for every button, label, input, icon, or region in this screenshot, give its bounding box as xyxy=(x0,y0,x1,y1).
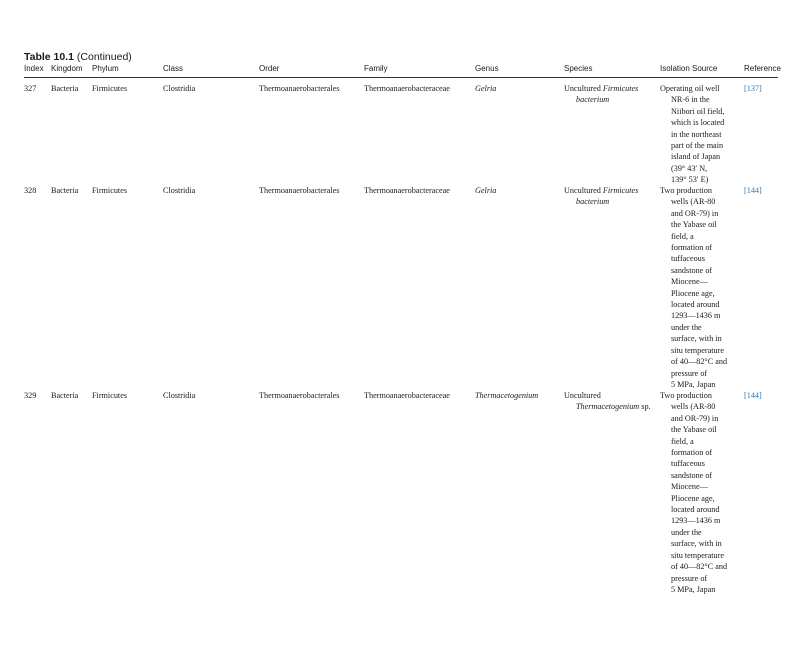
source-line: situ temperature xyxy=(671,550,724,560)
source-line: surface, with in xyxy=(671,334,722,344)
source-line: and OR-79) in xyxy=(671,413,719,423)
cell-class: Clostridia xyxy=(163,391,196,400)
cell-phylum: Firmicutes xyxy=(92,391,128,400)
cell-phylum: Firmicutes xyxy=(92,84,128,93)
source-line: sandstone of xyxy=(671,470,713,480)
cell-isolation-source xyxy=(660,185,746,390)
source-line: part of the main xyxy=(671,141,724,151)
cell-species xyxy=(564,390,651,413)
source-line: and OR-79) in xyxy=(671,208,719,218)
header-class: Class xyxy=(163,64,184,73)
reference-link[interactable]: [137] xyxy=(744,84,762,93)
header-rule xyxy=(24,77,778,78)
source-line: sandstone of xyxy=(671,265,713,275)
source-line: under the xyxy=(671,527,702,537)
source-line: 1293—1436 m xyxy=(671,516,721,526)
cell-phylum: Firmicutes xyxy=(92,186,128,195)
source-line: located around xyxy=(671,505,720,515)
header-reference: Reference xyxy=(744,64,781,73)
source-line: wells (AR-80 xyxy=(671,197,716,207)
cell-kingdom: Bacteria xyxy=(51,186,79,195)
source-line: Niibori oil field, xyxy=(671,106,725,116)
source-line: tuffaceous xyxy=(671,459,705,469)
cell-index: 329 xyxy=(24,391,37,400)
cell-kingdom: Bacteria xyxy=(51,84,79,93)
cell-species xyxy=(564,83,638,106)
species-prefix: Uncultured xyxy=(564,391,601,400)
source-line: 1293—1436 m xyxy=(671,311,721,321)
source-line: island of Japan xyxy=(671,152,721,162)
source-line: formation of xyxy=(671,243,713,253)
species-italic: Firmicutes xyxy=(602,84,639,93)
source-line: Pliocene age, xyxy=(671,288,715,298)
source-line: Miocene— xyxy=(671,482,708,492)
source-line: located around xyxy=(671,300,720,310)
header-genus: Genus xyxy=(475,64,499,73)
table-caption-suffix: (Continued) xyxy=(76,51,132,63)
cell-order: Thermoanaerobacterales xyxy=(259,186,340,195)
header-phylum: Phylum xyxy=(92,64,119,73)
source-line: wells (AR-80 xyxy=(671,402,716,412)
header-isolation-source: Isolation Source xyxy=(660,64,718,73)
table-caption-label: Table 10.1 xyxy=(24,51,74,63)
source-line: situ temperature xyxy=(671,345,724,355)
header-kingdom: Kingdom xyxy=(51,64,83,73)
cell-index: 328 xyxy=(24,186,37,195)
source-line: field, a xyxy=(671,231,694,241)
source-line: which is located xyxy=(671,118,725,128)
species-prefix: Uncultured xyxy=(564,186,601,195)
source-line: tuffaceous xyxy=(671,254,705,264)
cell-isolation-source xyxy=(660,390,746,595)
cell-genus: Thermacetogenium xyxy=(475,391,539,400)
cell-isolation-source xyxy=(660,83,746,186)
source-line: field, a xyxy=(671,436,694,446)
cell-family: Thermoanaerobacteraceae xyxy=(364,391,450,400)
source-line: Two production xyxy=(660,391,712,400)
species-suffix: sp. xyxy=(641,402,651,412)
source-line: of 40—82°C and xyxy=(671,357,728,367)
species-italic-2: Thermacetogenium xyxy=(576,402,640,412)
source-line: Miocene— xyxy=(671,277,708,287)
source-line: surface, with in xyxy=(671,539,722,549)
source-line: Two production xyxy=(660,186,712,195)
species-italic: Firmicutes xyxy=(602,186,639,195)
source-line: formation of xyxy=(671,448,713,458)
source-line: Operating oil well xyxy=(660,84,720,93)
cell-index: 327 xyxy=(24,84,37,93)
header-family: Family xyxy=(364,64,388,73)
source-line: in the northeast xyxy=(671,129,722,139)
source-line: of 40—82°C and xyxy=(671,562,728,572)
source-line: pressure of xyxy=(671,573,708,583)
cell-family: Thermoanaerobacteraceae xyxy=(364,84,450,93)
cell-order: Thermoanaerobacterales xyxy=(259,391,340,400)
source-line: the Yabase oil xyxy=(671,425,717,435)
source-line: 5 MPa, Japan xyxy=(671,584,716,594)
cell-genus: Gelria xyxy=(475,186,497,195)
species-prefix: Uncultured xyxy=(564,84,601,93)
species-italic-2: bacterium xyxy=(576,197,610,207)
source-line: 139° 53′ E) xyxy=(671,175,709,185)
cell-family: Thermoanaerobacteraceae xyxy=(364,186,450,195)
source-line: the Yabase oil xyxy=(671,220,717,230)
source-line: Pliocene age, xyxy=(671,493,715,503)
cell-order: Thermoanaerobacterales xyxy=(259,84,340,93)
cell-class: Clostridia xyxy=(163,186,196,195)
header-index: Index xyxy=(24,64,44,73)
source-line: NR-6 in the xyxy=(671,95,710,105)
table-caption xyxy=(24,51,132,63)
species-italic-2: bacterium xyxy=(576,95,610,105)
header-order: Order xyxy=(259,64,280,73)
source-line: 5 MPa, Japan xyxy=(671,379,716,389)
cell-class: Clostridia xyxy=(163,84,196,93)
source-line: pressure of xyxy=(671,368,708,378)
cell-genus: Gelria xyxy=(475,84,497,93)
source-line: (39° 43′ N, xyxy=(671,163,708,173)
cell-kingdom: Bacteria xyxy=(51,391,79,400)
cell-species xyxy=(564,185,638,208)
reference-link[interactable]: [144] xyxy=(744,391,762,400)
reference-link[interactable]: [144] xyxy=(744,186,762,195)
source-line: under the xyxy=(671,322,702,332)
header-species: Species xyxy=(564,64,593,73)
